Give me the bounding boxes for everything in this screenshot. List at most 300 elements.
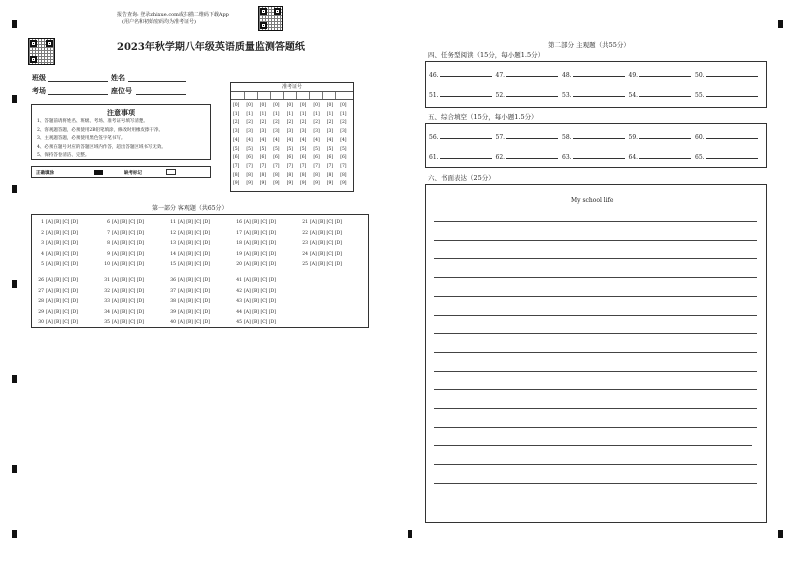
fill-in-number: 59.: [628, 134, 639, 141]
fill-in-answer[interactable]: [562, 133, 625, 141]
question-row[interactable]: [300, 221, 342, 226]
writing-line[interactable]: [434, 352, 757, 353]
fill-in-answer[interactable]: [695, 71, 758, 79]
option-bubbles[interactable]: [A] [B] [C] [D]: [112, 309, 144, 315]
question-row[interactable]: [234, 290, 276, 295]
admission-digit-bubble[interactable]: [0]: [340, 103, 347, 108]
answer-line[interactable]: [440, 153, 492, 159]
question-row[interactable]: [36, 290, 78, 295]
admission-digit-bubble[interactable]: [4]: [259, 137, 267, 143]
question-number: 38: [170, 299, 176, 304]
option-bubbles[interactable]: [A] [B] [C] [D]: [178, 278, 210, 283]
admission-digit-bubble[interactable]: [3]: [313, 129, 320, 135]
question-number: 6: [107, 220, 110, 225]
answer-line[interactable]: [573, 153, 625, 159]
admission-digit-bubble[interactable]: [9]: [233, 181, 240, 187]
question-row[interactable]: [234, 300, 276, 305]
question-row[interactable]: [36, 279, 78, 284]
question-row[interactable]: [234, 221, 276, 226]
admission-digit-bubble[interactable]: [8]: [300, 172, 307, 178]
admission-digit-bubble[interactable]: [6]: [286, 155, 293, 161]
admission-digit-bubble[interactable]: [8]: [286, 172, 293, 178]
question-number: 34: [104, 309, 110, 315]
notice-item: 2、客观题答题，必须使用2B铅笔填涂，修改时用橡皮擦干净。: [37, 127, 164, 133]
notice-item: 3、主观题答题，必须使用黑色签字笔书写。: [37, 136, 126, 141]
admission-digit-bubble[interactable]: [0]: [246, 103, 253, 108]
admission-digit-bubble[interactable]: [2]: [300, 120, 307, 126]
question-row[interactable]: [102, 300, 144, 305]
question-row[interactable]: [102, 221, 144, 226]
option-bubbles[interactable]: [A] [B] [C] [D]: [46, 278, 78, 283]
admission-number-write-row[interactable]: [231, 92, 353, 100]
question-row[interactable]: [234, 311, 276, 316]
admission-digit-bubble[interactable]: [3]: [246, 129, 253, 135]
question-row[interactable]: [168, 242, 210, 247]
option-bubbles[interactable]: [A] [B] [C] [D]: [46, 220, 78, 225]
question-number: 7: [107, 230, 110, 236]
admission-digit-bubble[interactable]: [3]: [259, 129, 267, 135]
question-number: 16: [236, 220, 242, 225]
admission-digit-bubble[interactable]: [3]: [273, 129, 280, 135]
question-number: 19: [236, 251, 242, 257]
admission-digit-bubble[interactable]: [1]: [246, 111, 253, 117]
question-number: 45: [236, 320, 242, 325]
admission-digit-bubble[interactable]: [2]: [326, 120, 334, 126]
fill-in-number: 52.: [495, 92, 506, 99]
admission-digit-bubble[interactable]: [5]: [273, 146, 280, 152]
fill-in-number: 50.: [695, 72, 705, 79]
writing-line[interactable]: [434, 240, 757, 241]
writing-line[interactable]: [434, 445, 752, 446]
question-number: 41: [236, 278, 242, 283]
admission-digit-bubble[interactable]: [4]: [246, 137, 253, 143]
option-bubbles[interactable]: [A] [B] [C] [D]: [178, 309, 210, 315]
fill-in-number: 60.: [695, 134, 705, 141]
admission-digit-bubble[interactable]: [9]: [326, 181, 334, 187]
option-bubbles[interactable]: [A] [B] [C] [D]: [310, 262, 342, 267]
fill-in-answer[interactable]: [695, 91, 758, 99]
essay-title: My school life: [571, 197, 614, 204]
option-bubbles[interactable]: [A] [B] [C] [D]: [112, 278, 144, 283]
question-number: 31: [104, 278, 110, 283]
admission-digit-bubble[interactable]: [8]: [259, 172, 267, 178]
answer-line[interactable]: [440, 133, 492, 139]
admission-digit-bubble[interactable]: [4]: [300, 137, 307, 143]
absent-mark-label: 缺考标记: [124, 171, 142, 176]
answer-line[interactable]: [706, 91, 758, 97]
question-row[interactable]: [168, 221, 210, 226]
question-row[interactable]: [102, 232, 144, 237]
question-row[interactable]: [102, 279, 144, 284]
question-row[interactable]: [300, 253, 342, 258]
answer-line[interactable]: [506, 71, 558, 77]
option-bubbles[interactable]: [A] [B] [C] [D]: [178, 262, 210, 267]
alignment-mark: [12, 185, 17, 193]
option-bubbles[interactable]: [A] [B] [C] [D]: [112, 288, 144, 294]
admission-digit-bubble[interactable]: [8]: [326, 172, 334, 178]
writing-line[interactable]: [434, 315, 757, 316]
option-bubbles[interactable]: [A] [B] [C] [D]: [244, 278, 276, 283]
question-row[interactable]: [168, 253, 210, 258]
notice-title: 注意事项: [107, 108, 135, 117]
admission-digit-bubble[interactable]: [7]: [273, 163, 280, 169]
admission-digit-bubble[interactable]: [0]: [286, 103, 293, 108]
admission-number-grid: [230, 82, 354, 192]
option-bubbles[interactable]: [A] [B] [C] [D]: [310, 251, 342, 257]
question-number: 20: [236, 262, 242, 267]
question-row[interactable]: [102, 242, 144, 247]
fill-in-answer[interactable]: [629, 91, 692, 99]
section6-title: 六、书面表达（25分）: [428, 174, 495, 182]
option-bubbles[interactable]: [A] [B] [C] [D]: [178, 299, 210, 304]
question-number: 17: [236, 230, 242, 236]
question-row[interactable]: [300, 242, 342, 247]
question-row[interactable]: [36, 263, 78, 268]
admission-digit-bubble[interactable]: [6]: [273, 155, 280, 161]
admission-digit-bubble[interactable]: [2]: [273, 120, 280, 126]
option-bubbles[interactable]: [A] [B] [C] [D]: [310, 220, 342, 225]
question-row[interactable]: [234, 232, 276, 237]
option-bubbles[interactable]: [A] [B] [C] [D]: [46, 288, 78, 294]
admission-digit-bubble[interactable]: [8]: [340, 172, 347, 178]
admission-digit-bubble[interactable]: [7]: [233, 163, 240, 169]
question-row[interactable]: [168, 290, 210, 295]
alignment-mark: [12, 465, 17, 473]
absent-mark-box[interactable]: [166, 169, 176, 175]
option-bubbles[interactable]: [A] [B] [C] [D]: [178, 251, 210, 257]
room-field[interactable]: [48, 94, 108, 95]
admission-digit-bubble[interactable]: [4]: [273, 137, 280, 143]
admission-digit-bubble[interactable]: [6]: [246, 155, 253, 161]
admission-digit-bubble[interactable]: [4]: [313, 137, 320, 143]
admission-digit-bubble[interactable]: [7]: [326, 163, 334, 169]
option-bubbles[interactable]: [A] [B] [C] [D]: [178, 320, 210, 325]
answer-line[interactable]: [639, 71, 691, 77]
question-row[interactable]: [168, 263, 210, 268]
admission-digit-bubble[interactable]: [9]: [286, 181, 293, 187]
writing-line[interactable]: [434, 408, 757, 409]
question-row[interactable]: [36, 221, 78, 226]
question-row[interactable]: [36, 300, 78, 305]
qr-code: [258, 6, 283, 31]
question-row[interactable]: [102, 311, 144, 316]
answer-line[interactable]: [706, 133, 758, 139]
admission-digit-bubble[interactable]: [1]: [340, 111, 347, 117]
name-field[interactable]: [128, 81, 186, 82]
question-number: 40: [170, 320, 176, 325]
admission-digit-bubble[interactable]: [1]: [273, 111, 280, 117]
question-number: 15: [170, 262, 176, 267]
question-number: 32: [104, 288, 110, 294]
writing-line[interactable]: [434, 464, 757, 465]
seat-field[interactable]: [136, 94, 186, 95]
question-row[interactable]: [168, 279, 210, 284]
question-row[interactable]: [102, 263, 144, 268]
admission-digit-bubble[interactable]: [0]: [300, 103, 307, 108]
answer-line[interactable]: [440, 71, 492, 77]
option-bubbles[interactable]: [A] [B] [C] [D]: [46, 251, 78, 257]
question-row[interactable]: [234, 263, 276, 268]
admission-digit-bubble[interactable]: [8]: [233, 172, 240, 178]
fill-in-answer[interactable]: [629, 71, 692, 79]
fill-in-number: 63.: [562, 154, 572, 161]
admission-digit-bubble[interactable]: [6]: [313, 155, 320, 161]
fill-in-answer[interactable]: [629, 133, 692, 141]
question-row[interactable]: [168, 300, 210, 305]
admission-digit-bubble[interactable]: [0]: [326, 103, 334, 108]
subjective-title: 第二部分 主观题（共55分）: [548, 41, 630, 49]
question-number: 23: [302, 241, 308, 246]
admission-digit-bubble[interactable]: [3]: [326, 129, 334, 135]
question-row[interactable]: [168, 232, 210, 237]
admission-digit-bubble[interactable]: [6]: [300, 155, 307, 161]
fill-in-answer[interactable]: [562, 153, 625, 161]
admission-digit-bubble[interactable]: [5]: [286, 146, 293, 152]
admission-digit-bubble[interactable]: [7]: [286, 163, 293, 169]
option-bubbles[interactable]: [A] [B] [C] [D]: [112, 320, 144, 325]
admission-digit-bubble[interactable]: [1]: [286, 111, 293, 117]
answer-line[interactable]: [573, 91, 625, 97]
option-bubbles[interactable]: [A] [B] [C] [D]: [244, 230, 276, 236]
answer-line[interactable]: [440, 91, 492, 97]
option-bubbles[interactable]: [A] [B] [C] [D]: [310, 230, 342, 236]
fill-in-number: 56.: [429, 134, 439, 141]
answer-line[interactable]: [573, 71, 625, 77]
notice-item: 1、答题前请将姓名、班级、考场、准考证号填写清楚。: [37, 119, 148, 124]
admission-digit-bubble[interactable]: [7]: [313, 163, 320, 169]
question-row[interactable]: [234, 279, 276, 284]
question-number: 42: [236, 288, 242, 294]
question-number: 3: [41, 241, 44, 246]
admission-digit-bubble[interactable]: [7]: [300, 163, 307, 169]
essay-answer-box[interactable]: [425, 184, 767, 523]
question-row[interactable]: [102, 321, 144, 326]
option-bubbles[interactable]: [A] [B] [C] [D]: [244, 251, 276, 257]
admission-digit-bubble[interactable]: [3]: [233, 129, 240, 135]
question-number: 27: [38, 288, 44, 294]
fill-in-number: 65.: [695, 154, 705, 161]
question-number: 28: [38, 299, 44, 304]
admission-digit-bubble[interactable]: [0]: [273, 103, 280, 108]
alignment-mark: [778, 20, 783, 28]
admission-digit-bubble[interactable]: [0]: [313, 103, 320, 108]
question-row[interactable]: [300, 232, 342, 237]
admission-digit-bubble[interactable]: [2]: [340, 120, 347, 126]
question-row[interactable]: [36, 232, 78, 237]
admission-digit-bubble[interactable]: [7]: [340, 163, 347, 169]
answer-line[interactable]: [506, 133, 558, 139]
answer-line[interactable]: [639, 153, 691, 159]
option-bubbles[interactable]: [A] [B] [C] [D]: [112, 230, 144, 236]
alignment-mark: [12, 530, 17, 538]
fill-in-number: 54.: [628, 92, 639, 99]
fill-in-answer[interactable]: [496, 133, 559, 141]
question-row[interactable]: [234, 242, 276, 247]
admission-digit-bubble[interactable]: [1]: [313, 111, 320, 117]
option-bubbles[interactable]: [A] [B] [C] [D]: [178, 288, 210, 294]
admission-digit-bubble[interactable]: [3]: [340, 129, 347, 135]
notice-box: [31, 104, 211, 160]
option-bubbles[interactable]: [A] [B] [C] [D]: [244, 309, 276, 315]
option-bubbles[interactable]: [A] [B] [C] [D]: [46, 320, 78, 325]
question-number: 24: [302, 251, 308, 257]
option-bubbles[interactable]: [A] [B] [C] [D]: [112, 241, 144, 246]
admission-digit-bubble[interactable]: [9]: [340, 181, 347, 187]
fill-in-answer[interactable]: [695, 153, 758, 161]
option-bubbles[interactable]: [A] [B] [C] [D]: [244, 262, 276, 267]
admission-digit-bubble[interactable]: [5]: [340, 146, 347, 152]
fill-in-answer[interactable]: [429, 133, 492, 141]
option-bubbles[interactable]: [A] [B] [C] [D]: [310, 241, 342, 246]
writing-line[interactable]: [434, 427, 757, 428]
admission-digit-bubble[interactable]: [2]: [259, 120, 267, 126]
fill-in-number: 61.: [429, 154, 439, 161]
option-bubbles[interactable]: [A] [B] [C] [D]: [244, 220, 276, 225]
admission-digit-bubble[interactable]: [0]: [233, 103, 240, 108]
admission-digit-bubble[interactable]: [9]: [313, 181, 320, 187]
admission-digit-bubble[interactable]: [5]: [259, 146, 267, 152]
fill-in-answer[interactable]: [429, 153, 492, 161]
admission-digit-bubble[interactable]: [5]: [300, 146, 307, 152]
admission-digit-bubble[interactable]: [4]: [326, 137, 334, 143]
answer-line[interactable]: [573, 133, 625, 139]
admission-digit-bubble[interactable]: [8]: [273, 172, 280, 178]
answer-line[interactable]: [506, 91, 558, 97]
writing-line[interactable]: [434, 483, 757, 484]
option-bubbles[interactable]: [A] [B] [C] [D]: [112, 220, 144, 225]
admission-digit-bubble[interactable]: [5]: [313, 146, 320, 152]
correct-fill-sample: [94, 170, 103, 175]
question-number: 29: [38, 309, 44, 315]
writing-line[interactable]: [434, 389, 757, 390]
login-note: (用户名和初始密码均为准考证号): [122, 19, 196, 25]
objective-title: 第一部分 客观题（共65分）: [152, 205, 228, 212]
sheet-title: 2023年秋学期八年级英语质量监测答题纸: [117, 42, 305, 53]
option-bubbles[interactable]: [A] [B] [C] [D]: [46, 262, 78, 267]
question-number: 44: [236, 309, 242, 315]
class-label: 班级: [32, 73, 46, 82]
admission-digit-bubble[interactable]: [8]: [313, 172, 320, 178]
fill-in-answer[interactable]: [496, 153, 559, 161]
question-number: 35: [104, 320, 110, 325]
admission-digit-bubble[interactable]: [4]: [233, 137, 240, 143]
question-number: 43: [236, 299, 242, 304]
option-bubbles[interactable]: [A] [B] [C] [D]: [178, 241, 210, 246]
admission-number-title: 准考证号: [231, 83, 353, 92]
question-row[interactable]: [300, 263, 342, 268]
admission-digit-bubble[interactable]: [7]: [259, 163, 267, 169]
fill-in-answer[interactable]: [496, 91, 559, 99]
admission-digit-bubble[interactable]: [5]: [246, 146, 253, 152]
question-row[interactable]: [36, 311, 78, 316]
question-row[interactable]: [102, 253, 144, 258]
question-row[interactable]: [168, 321, 210, 326]
admission-digit-bubble[interactable]: [5]: [326, 146, 334, 152]
admission-digit-bubble[interactable]: [1]: [259, 111, 267, 117]
answer-line[interactable]: [706, 153, 758, 159]
question-row[interactable]: [234, 321, 276, 326]
fill-in-answer[interactable]: [695, 133, 758, 141]
admission-digit-bubble[interactable]: [2]: [233, 120, 240, 126]
admission-digit-bubble[interactable]: [3]: [286, 129, 293, 135]
writing-line[interactable]: [434, 221, 757, 222]
option-bubbles[interactable]: [A] [B] [C] [D]: [46, 241, 78, 246]
question-row[interactable]: [36, 242, 78, 247]
option-bubbles[interactable]: [A] [B] [C] [D]: [112, 262, 144, 267]
admission-digit-bubble[interactable]: [6]: [326, 155, 334, 161]
admission-digit-bubble[interactable]: [6]: [233, 155, 240, 161]
writing-line[interactable]: [434, 371, 757, 372]
admission-digit-bubble[interactable]: [9]: [246, 181, 253, 187]
answer-line[interactable]: [639, 91, 691, 97]
option-bubbles[interactable]: [A] [B] [C] [D]: [178, 220, 210, 225]
fill-in-answer[interactable]: [496, 71, 559, 79]
option-bubbles[interactable]: [A] [B] [C] [D]: [46, 230, 78, 236]
question-number: 39: [170, 309, 176, 315]
admission-digit-bubble[interactable]: [6]: [259, 155, 267, 161]
fill-in-answer[interactable]: [429, 71, 492, 79]
admission-digit-bubble[interactable]: [0]: [259, 103, 267, 108]
admission-digit-bubble[interactable]: [5]: [233, 146, 240, 152]
fill-in-answer[interactable]: [429, 91, 492, 99]
admission-digit-bubble[interactable]: [2]: [286, 120, 293, 126]
admission-digit-bubble[interactable]: [1]: [326, 111, 334, 117]
admission-digit-bubble[interactable]: [7]: [246, 163, 253, 169]
option-bubbles[interactable]: [A] [B] [C] [D]: [178, 230, 210, 236]
question-number: 2: [41, 230, 44, 236]
option-bubbles[interactable]: [A] [B] [C] [D]: [244, 299, 276, 304]
writing-line[interactable]: [434, 333, 757, 334]
option-bubbles[interactable]: [A] [B] [C] [D]: [244, 241, 276, 246]
option-bubbles[interactable]: [A] [B] [C] [D]: [112, 251, 144, 257]
question-row[interactable]: [36, 321, 78, 326]
option-bubbles[interactable]: [A] [B] [C] [D]: [244, 320, 276, 325]
question-row[interactable]: [234, 253, 276, 258]
admission-digit-bubble[interactable]: [4]: [340, 137, 347, 143]
admission-digit-bubble[interactable]: [2]: [313, 120, 320, 126]
option-bubbles[interactable]: [A] [B] [C] [D]: [112, 299, 144, 304]
fill-in-answer[interactable]: [562, 91, 625, 99]
admission-digit-bubble[interactable]: [6]: [340, 155, 347, 161]
admission-digit-bubble[interactable]: [4]: [286, 137, 293, 143]
writing-line[interactable]: [434, 258, 757, 259]
question-row[interactable]: [102, 290, 144, 295]
option-bubbles[interactable]: [A] [B] [C] [D]: [244, 288, 276, 294]
answer-line[interactable]: [506, 153, 558, 159]
admission-digit-bubble[interactable]: [1]: [233, 111, 240, 117]
class-field[interactable]: [48, 81, 108, 82]
option-bubbles[interactable]: [A] [B] [C] [D]: [46, 299, 78, 304]
admission-digit-bubble[interactable]: [9]: [273, 181, 280, 187]
answer-line[interactable]: [639, 133, 691, 139]
question-row[interactable]: [36, 253, 78, 258]
question-row[interactable]: [168, 311, 210, 316]
admission-digit-bubble[interactable]: [1]: [300, 111, 307, 117]
writing-line[interactable]: [434, 296, 757, 297]
admission-digit-bubble[interactable]: [2]: [246, 120, 253, 126]
admission-digit-bubble[interactable]: [3]: [300, 129, 307, 135]
seat-label: 座位号: [111, 86, 132, 95]
fill-in-answer[interactable]: [629, 153, 692, 161]
question-number: 22: [302, 230, 308, 236]
admission-digit-bubble[interactable]: [9]: [300, 181, 307, 187]
admission-digit-bubble[interactable]: [9]: [259, 181, 267, 187]
writing-line[interactable]: [434, 277, 757, 278]
admission-digit-bubble[interactable]: [8]: [246, 172, 253, 178]
answer-line[interactable]: [706, 71, 758, 77]
fill-in-answer[interactable]: [562, 71, 625, 79]
option-bubbles[interactable]: [A] [B] [C] [D]: [46, 309, 78, 315]
